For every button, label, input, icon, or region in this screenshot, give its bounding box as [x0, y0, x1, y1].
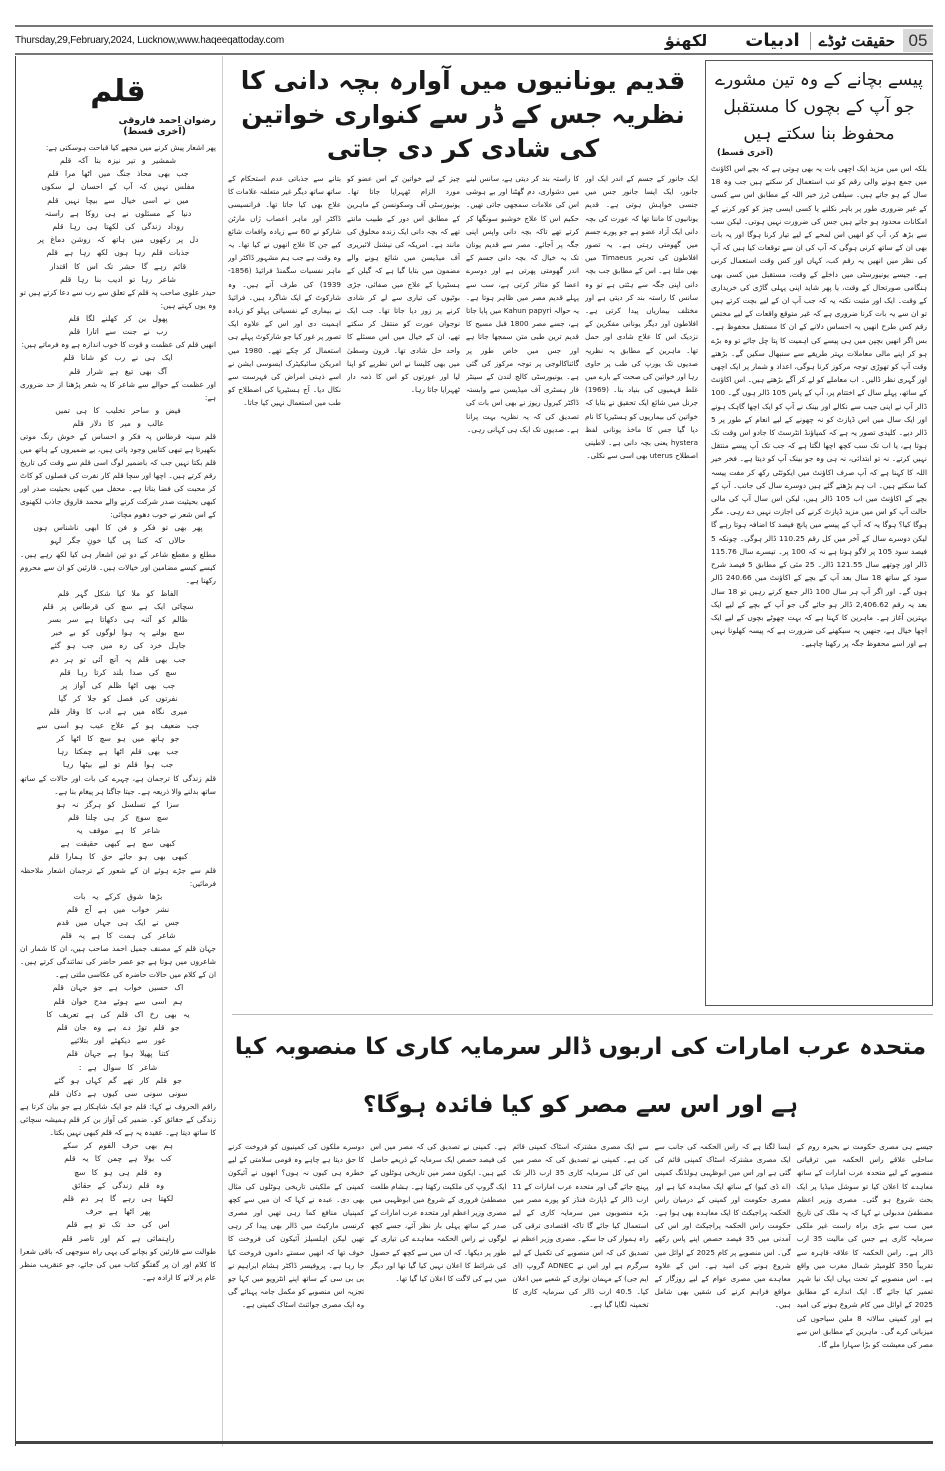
verse-line: میں نے اسی خیال سے بیچا نہیں قلم — [47, 195, 189, 205]
left-article-title: قلم — [90, 74, 146, 109]
verse-line: فیض و ساحر تخلیب کا ہی تمیں — [55, 405, 181, 415]
article-column: سے ایک مصری مشترکہ اسٹاک کمپنی قائم کی ہے۔ کمپنی نے تصدیق کی کہ مصر میں اس کی کل سرمایہ کاری 35 ارب ڈالر تک پہنچ جائے گی اور متحدہ عرب امارات کے 11 ارب ڈالر کے ڈپازٹ فنڈز کو پورے مصر میں بڑے منصوبوں میں سرمایہ کاری کے لیے استعمال کیا جائے گا تاکہ اقتصادی ترقی کی راہ ہموار کی جا سکے۔ مصری وزیر اعظم نے تصدیق کی کہ اس منصوبے کی تکمیل کے لیے سرگرم ہے اور اس نے ADNEC گروپ (ای ایم جی) کے مہمان نوازی کے شعبے میں اعلان کیا۔ 40.5 ارب ڈالر کی سرمایہ کاری کا تخمینہ لگایا گیا ہے۔ — [512, 1142, 649, 1310]
verse-line: جب بھی قلم اٹھا ہے چمکتا رہا — [57, 747, 179, 757]
section-divider — [232, 1014, 933, 1015]
verse-line: سچ بولنے پہ ہوا لوگوں کو بے خبر — [51, 628, 185, 638]
verse-line: آگ بھی تیغ ہے شرار قلم — [69, 366, 167, 376]
verse-line: بڑھا شوق کرکے یہ بات — [73, 891, 163, 901]
verse-line: پھر بھی تو فکر و فن کا ابھی ناشناس ہوں — [33, 523, 203, 533]
verse-line: غور سے دیکھئے اور بتلائیے — [70, 1036, 166, 1046]
verse-line: قائم رہے گا حشر تک اس کا اقتدار — [49, 261, 187, 271]
verse-line: پھر اٹھا ہے حرف — [85, 1207, 151, 1217]
verse-line: شاعر کا سوال ہے : — [78, 1062, 158, 1072]
verse-line: وہ قلم زندگی کے حقائق — [71, 1180, 165, 1190]
verse-line: شمشیر و تیر نیزہ بنا آکہ قلم — [60, 156, 176, 165]
article-column: چیز کے لیے خواتین کے اس عضو کو مورد الزام ٹھہرایا جاتا تھا۔ یونیورسٹی آف وسکونسن کے ماہرین کے مطابق اس دور کے طبیب مانتے تھے کہ بچہ دانی ایک زندہ مخلوق کی مانند ہے۔ امریکہ کی نیشنل لائبریری آف میڈیسن میں شائع ہونے والے مضمون میں بتایا گیا ہے کہ گیلن کے ہسٹیریا کے علاج میں صفائی، جڑی بوٹیوں کی تیاری سے لے کر شادی کرنے پر زور دیا جاتا تھا۔ جب ایک نوجوان عورت کو منتقل کر سکتے تھے، ان کے خیال میں اس مسئلے کا واحد حل شادی تھا۔ قرون وسطیٰ میں بھی کلیسا نے اس نظریے کو اپنا لیا اور عورتوں کو اس کا ذمہ دار ٹھہرایا جاتا رہا۔ — [347, 174, 460, 395]
prose-paragraph: جہان قلم کے مصنف جمیل احمد صاحب ہیں، ان کا شمار ان شاعروں میں ہوتا ہے جو عصر حاضر کی نمائندگی کرتے ہیں۔ ان کے کلام میں حالات حاضرہ کی عکاسی ملتی ہے۔ — [20, 944, 216, 980]
verse-line: دنیا کے مسئلوں نے ہی روکا ہے راستہ — [44, 208, 192, 218]
right-article-headline: پیسے بچانے کے وہ تین مشورے جو آپ کے بچوں کا مستقبل محفوظ بنا سکتے ہیں — [715, 70, 923, 144]
verse-line: جذبات قلم رہا ہوں لکھ رہا ہے قلم — [46, 248, 190, 258]
verse-line: میری نگاہ میں ہے ادب کا وقار قلم — [48, 707, 188, 717]
verse-line: کبھی سچ ہے کبھی حقیقت ہے — [60, 839, 176, 849]
verse-line: پھول بن کر کھلنے لگا قلم — [68, 314, 168, 324]
prose-paragraph: اور عظمت کے حوالے سے شاعر کا یہ شعر پڑھنا از حد ضروری ہے: — [20, 379, 216, 402]
bottom-article — [228, 1018, 933, 1438]
verse-line: کب بولا ہے چمن کا یہ قلم — [64, 1154, 172, 1164]
prose-paragraph: پھر اشعار پیش کرنے میں مجھے کیا قباحت ہوسکتی ہے: — [45, 143, 216, 152]
verse-line: سچ کی صدا بلند کرتا رہا قلم — [59, 667, 177, 677]
date-line: Thursday,29,February,2024, Lucknow,www.haqeeqattoday.com — [15, 35, 284, 46]
prose-paragraph: انھیں قلم کی عظمت و قوت کا خوب اندازہ ہے وہ فرماتے ہیں: — [21, 340, 216, 350]
verse-line: نفرتوں کی فصل کو جلا کر گیا — [58, 694, 178, 704]
verse-line: مفلس نہیں کہ آپ کے احسان لے سکوں — [41, 182, 195, 192]
prose-paragraph: قلم زندگی کا ترجمان ہے، چہرے کی بات اور حالات کے ساتھ ساتھ بدلنے والا ذریعہ ہے۔ جیتا جاگتا ہر پیغام بنا ہے۔ — [20, 773, 216, 796]
verse-line: یہ بھی رخ اک قلم کی ہے تعریف کا — [46, 1009, 190, 1019]
article-column: جیسے ہی مصری حکومت نے بحیرہ روم کے ساحلی علاقے راس الحکمہ میں ترقیاتی منصوبے کے لیے متحدہ عرب امارات کے ساتھ معاہدے کا اعلان کیا تو سوشل میڈیا پر ایک بحث شروع ہو گئی۔ مصری وزیر اعظم مصطفیٰ مدبولی نے کہا کہ یہ ملک کی تاریخ میں سب سے بڑی براہ راست غیر ملکی سرمایہ کاری ہے جس کی مالیت 35 ارب ڈالر ہے۔ راس الحکمہ کا علاقہ قاہرہ سے تقریباً 350 کلومیٹر شمال مغرب میں واقع ہے۔ اس منصوبے کے تحت یہاں ایک نیا شہر تعمیر کیا جائے گا۔ ایک اندازے کے مطابق 2025 کے اوائل میں کام شروع ہونے کی امید ہے اور کمپنی سالانہ 8 ملین سیاحوں کی میزبانی کرے گی۔ ماہرین کے مطابق اس سے مصر کی معیشت کو بڑا سہارا ملے گا۔ — [796, 1142, 933, 1350]
verse-line: لکھتا ہی رہے گا ہر دم قلم — [62, 1193, 174, 1203]
verse-line: ایک ہی نے رب کو شانا قلم — [63, 353, 173, 363]
masthead — [15, 29, 933, 52]
article-column: بتانے سے جذباتی عدم استحکام کے ساتھ ساتھ دیگر غیر متعلقہ علامات کا علاج بھی کیا جاتا تھا۔ فرانسیسی ڈاکٹر اور ماہر اعصاب ژاں مارٹن شارکو نے 60 سے زیادہ واقعات شائع کیے جن کا علاج انھوں نے کیا تھا۔ یہ وہ وقت ہے جب ہم مشہور ڈاکٹر اور ماہر نفسیات سگمنڈ فرائیڈ (1856-1939) کی طرف آتے ہیں۔ وہ شارکوٹ کے ایک شاگرد ہیں۔ فرائیڈ نے بیماری کے نفسیاتی پہلو کو زیادہ اہمیت دی اور اس کے علاوہ ایک تصور پر غور کیا جو شارکوٹ پہلے ہی استعمال کر چکے تھے۔ 1980 میں امریکن سائیکیٹرک ایسوسی ایشن نے اسے ذہنی امراض کی فہرست سے نکال دیا۔ آج ہسٹیریا کی اصطلاح کو طب میں استعمال نہیں کیا جاتا۔ — [228, 174, 341, 408]
page-number: 05 — [903, 29, 933, 52]
prose-paragraph: قلم سینہ قرطاس پہ فکر و احساس کے خوش رنگ موتی بکھیرتا ہے تبھی کتابیں وجود پاتی ہیں، بے ضمیروں کے ہاتھ میں قلم بکتا نہیں جب کہ باضمیر لوگ اسی قلم سے وقت کی تاریخ رقم کرتے ہیں۔ اچھا اور سچا قلم کار نفرت کی فصلوں کو کاٹ کر محبت کی فضا بناتا ہے۔ محفل میں کبھی بحیثیت صدر اور کبھی بحیثیت صدر شرکت کرنے والے محمد فاروق جاذب لکھنوی کے اس شعر نے خوب دھوم مچائی: — [20, 432, 216, 520]
middle-article — [228, 56, 698, 1014]
verse-line: جاہل خرد کی رہ میں جب ہو گئے — [50, 641, 186, 651]
verse-line: سچائی ایک ہے سچ کی قرطاس پر قلم — [42, 601, 194, 611]
verse-line: اس کی حد تک تو ہے قلم — [66, 1220, 170, 1230]
masthead-top-rule — [15, 25, 933, 27]
verse-line: ظالم کو آئنہ ہی دکھاتا ہے سر بسر — [48, 615, 188, 625]
verse-line: سچ سوچ کر ہی چلتا قلم — [67, 812, 169, 822]
verse-line: جو ہاتھ میں ہو سچ کا اٹھا کر — [56, 733, 180, 743]
verse-line: ہم اسی سے ہوئے مدح خوان قلم — [53, 996, 183, 1006]
author-byline: رضوان احمد فاروقی — [118, 115, 216, 126]
verse-line: کبھی بھی ہو جائے حق کا ہمارا قلم — [48, 852, 188, 862]
verse-line: جس نے ایک ہی جہاں میں قدم — [56, 917, 180, 927]
article-column: کا راستہ بند کر دیتی ہے، سانس لینے میں دشواری، دم گھٹنا اور بے ہوشی اس کی علامات سمجھی جاتی تھیں۔ حکیم اس کا علاج خوشبو سونگھا کر کرتے تھے تاکہ بچہ دانی واپس اپنی جگہ پر آجائے۔ مصر سے قدیم یونان تک یہ خیال کہ بچہ دانی جسم کے اندر گھومتی پھرتی ہے اور دوسرے اعضا کو متاثر کرتی ہے، سب سے پہلے قدیم مصر میں ظاہر ہوتا ہے۔ یہ حوالہ Kahun papyri میں پایا جاتا ہے، جسے مصر 1800 قبل مسیح کا قدیم ترین طبی متن سمجھا جاتا ہے اور جس میں خاص طور پر گائناکالوجی پر توجہ مرکوز کی گئی ہے۔ یونیورسٹی کالج لندن کے سینٹر فار ہسٹری آف میڈیسن سے وابستہ ڈاکٹر کیرول ریوز نے بھی اس بات کی تصدیق کی کہ یہ نظریہ بہت پرانا ہے۔ صدیوں تک ایک ہی کہانی رہی۔ — [466, 174, 579, 434]
article-column: ایک جانور کے جسم کے اندر ایک اور جانور، ایک ایسا جانور جس میں جنسی خواہش ہوتی ہے۔ قدیم یونانیوں کا ماننا تھا کہ عورت کی بچہ دانی ایک آزاد عضو ہے جو پورے جسم میں گھومتی رہتی ہے۔ یہ تصور افلاطون کی تحریر Timaeus میں بھی ملتا ہے۔ اس کے مطابق جب بچہ دانی اپنی جگہ سے ہٹتی ہے تو وہ سانس کا راستہ بند کر دیتی ہے اور مختلف بیماریاں پیدا کرتی ہے۔ افلاطون اور دیگر یونانی مفکرین کے نزدیک اس کا علاج شادی اور حمل تھا۔ ماہرین کے مطابق یہ نظریہ صدیوں تک یورپ کی طب پر حاوی رہا اور خواتین کی صحت کے بارے میں غلط فہمیوں کی بنیاد بنا۔ (1969) جرنل میں شائع ایک تحقیق نے بتایا کہ خواتین کی بیماریوں کو ہسٹیریا کا نام دیا گیا جس کا ماخذ یونانی لفظ hystera یعنی بچہ دانی ہے۔ لاطینی اصطلاح uterus بھی اسی سے نکلی۔ — [585, 174, 698, 461]
verse-line: حالاں کہ کتنا پی گیا خونِ جگر لہو — [50, 536, 186, 546]
middle-article-headline: قدیم یونانیوں میں آوارہ بچہ دانی کا نظریہ جس کے ڈر سے کنواری خواتین کی شادی کر دی جاتی — [240, 66, 686, 163]
verse-line: وہ قلم ہی ہو کا سچ — [74, 1167, 162, 1177]
verse-line: سونی سونی سی کیوں ہے دکان قلم — [48, 1088, 188, 1098]
masthead-bottom-rule — [15, 53, 933, 55]
verse-line: شاعر کی ہمت کا ہے یہ قلم — [60, 931, 176, 941]
verse-line: ہم بھی حرف الفوم کر سکے — [63, 1141, 173, 1151]
verse-line: غالب و میر کا دلار قلم — [72, 419, 164, 429]
verse-line: جب بھی قلم پہ آنچ آئی تو ہر دم — [50, 654, 186, 664]
article-column: ایسا لگتا ہے کہ راس الحکمہ کی جانب سے ایک مصری مشترکہ اسٹاک کمپنی قائم کی گئی ہے اور اس میں ابوظہبی ہولڈنگ کمپنی (اے ڈی کیو) کے ساتھ ایک معاہدہ کیا ہے اور مصری حکومت اور کمپنی کے درمیان راس الحکمہ پراجیکٹ کا ایک معاہدہ بھی ہوا ہے۔ حکومت راس الحکمہ پراجیکٹ اور اس کی آمدنی میں 35 فیصد حصص اپنے پاس رکھے گی۔ اس منصوبے پر کام 2025 کے اوائل میں شروع ہونے کی امید ہے۔ اس کے علاوہ معاہدے میں مصری عوام کے لیے روزگار کے مواقع فراہم کرنے کی شقیں بھی شامل ہیں۔ — [654, 1142, 791, 1310]
article-column: دوسرے ملکوں کی کمپنیوں کو فروخت کرنے کا حق دیتا ہے چاہے وہ قومی سلامتی کے لیے خطرہ ہی کیوں نہ ہوں؟ انھوں نے آئیکون کمپنی کے ملکیتی تاریخی ہوٹلوں کی مثال بھی دی۔ عبدہ نے کہا کہ ان میں سے کچھ کمپنیاں منافع کما رہی تھیں اور مصری کرنسی مارکیٹ میں ڈالر بھی پیدا کر رہی تھیں لیکن اہلسیلز آئیکون کی فروخت کا خوف تھا کہ انھیں سستے داموں فروخت کیا جا رہا ہے۔ پروفیسر ڈاکٹر ہشام ابراہیم نے بی بی سی کے ساتھ اپنے انٹرویو میں کہا جو تجزیہ اس منصوبے کو مکمل جامہ پہنائے گی وہ ایک مصری جوائنٹ اسٹاک کمپنی ہے۔ — [228, 1142, 365, 1310]
prose-paragraph: مطلع و مقطع شاعر کے دو تین اشعار ہی کیا لکھ رہے ہیں۔ کیسے کیسے مضامین اور خیالات ہیں۔ قارئین کو ان سے محروم رکھنا ہے۔ — [20, 549, 216, 585]
masthead-right — [637, 29, 933, 52]
episode-label: (آخری قسط) — [717, 148, 774, 158]
page-bottom-rule — [15, 1441, 933, 1444]
episode-label: (آخری قسط) — [123, 126, 186, 137]
section-title: ادبیات — [745, 30, 800, 51]
prose-paragraph: طوالت سے قارئین کو بچانے کی یہی راہ سوجھی کہ باقی شعرا کا کلام اور ان پر گفتگو کتاب میں کی جائے، جو عنقریب منظر عام پر لانے کا ارادہ ہے۔ — [20, 1246, 216, 1282]
right-article-boxed — [705, 60, 933, 1006]
verse-line: کتنا پھیلا ہوا ہے جہان قلم — [66, 1049, 170, 1059]
verse-line: جو قلم توڑ دے ہے وہ جان قلم — [56, 1022, 180, 1032]
verse-line: جب بھی اٹھا ظلم کی آواز پر — [60, 681, 176, 691]
verse-line: شاعر رہا تو ادیب بنا رہا قلم — [60, 274, 176, 284]
bottom-article-headline: متحدہ عرب امارات کی اربوں ڈالر سرمایہ کاری کا منصوبہ کیا ہے اور اس سے مصر کو کیا فائدہ ہوگا؟ — [234, 1034, 927, 1118]
verse-line: جب بھی محاذ جنگ میں اٹھا مرا قلم — [47, 169, 189, 179]
verse-line: اک حسیں خواب ہے جو جہان قلم — [52, 983, 184, 993]
verse-line: سزا کے تسلسل کو ہرگز نہ ہو — [56, 799, 180, 809]
verse-line: جب ہوا قلم تو لیے بیٹھا رہا — [62, 760, 174, 770]
verse-line: دل پر رکھوں میں ہاتھ کہ روشن دماغ پر — [37, 235, 199, 245]
left-article-body — [20, 141, 216, 1284]
left-article-qalam — [15, 56, 223, 1446]
verse-line: شاعر کا ہے موقف یہ — [76, 825, 160, 835]
article-column: ہے۔ کمپنی نے تصدیق کی کہ مصر میں اس کی فیصد حصص ایک سرمایہ کے ذریعے حاصل کیے ہیں۔ ایکون مصر میں تاریخی ہوٹلوں کے ایک گروپ کی ملکیت رکھتا ہے۔ ہشام طلعت مصطفیٰ فروری کے شروع میں ابوظہبی میں مصری وزیر اعظم اور متحدہ عرب امارات کے صدر کے ساتھ پہلی بار نظر آئے، جسے کچھ لوگوں نے راس الحکمہ معاہدے کی تیاری کے طور پر دیکھا۔ کہ ان میں سے کچھ کے حصول کی شرائط کا اعلان نہیں کیا گیا تھا اور دیگر میں ہے کی لاگت کا اعلان کیا گیا تھا۔ — [370, 1142, 507, 1284]
middle-article-columns — [228, 172, 698, 1014]
newspaper-logo: حقیقت ٹوڈے — [810, 32, 903, 50]
verse-line: نشر خواب میں ہے آج قلم — [66, 904, 170, 914]
prose-paragraph: راقم الحروف نے کہا: قلم جو ایک شاہکار ہے جو بیان کرتا ہے زندگی کے حقائق کو۔ ضمیر کی آواز بن کر قلم ہمیشہ سچائی کا ساتھ دیتا ہے۔ عقیدہ یہ ہے کہ قلم کبھی نہیں بکتا۔ — [20, 1102, 216, 1138]
verse-line: روداد زندگی کی لکھتا ہی رہا قلم — [52, 222, 184, 232]
verse-line: جو قلم کار تھے گم کہاں ہو گئے — [54, 1075, 182, 1085]
prose-paragraph: قلم سے جڑے ہوئے ان کے شعور کے ترجمان اشعار ملاحظہ فرمائیں: — [20, 865, 216, 888]
verse-line: الفاظ کو ملا کیا شکل گہر قلم — [57, 588, 179, 598]
bottom-article-columns — [228, 1140, 933, 1438]
verse-line: رب نے جنت سے اتارا قلم — [68, 327, 168, 337]
verse-line: راہنمائی ہے کم اور تاصر قلم — [61, 1233, 175, 1243]
verse-line: جب ضعیف ہو کے علاج عیب ہو اسی سے — [36, 720, 200, 730]
right-article-body: بلکہ اس میں مزید ایک اچھی بات یہ بھی ہوتی ہے کہ بچے اس اکاؤنٹ میں جمع ہونے والی رقم کو تب استعمال کر سکتے ہیں جب وہ 18 سال کے ہو جاتے ہیں۔ سیلفی ٹرز خیر اللہ کے مطابق اس سے کسی کے غیر ضروری طور پر باہر نکلنے یا کسی ایسی چیز کو کور کرنے کے امکانات محدود ہو جاتے ہیں جس کی ضرورت نہیں ہوتی۔ لیکن سب سے بڑھ کر، آپ کو انھیں اس لمحے کے لیے تیار کرنا ہوگا اور یہ بات بھی ان کے ساتھ کرنی ہوگی کہ آپ کی ان سے توقعات کیا ہیں کہ آپ کی نظر میں انھیں یہ رقم کب، کہاں اور کس وقت استعمال کرنی ہے۔ جیسے یونیورسٹی میں داخلے کے وقت، مستقبل میں کسی بھی ہنگامی صورتحال کے وقت، یا پھر شاید اپنی پہلی گاڑی کی خریداری کے وقت۔ ایک اور مثبت نکتہ یہ کہ جب آپ ان کے لیے بچت کرتے ہیں تو ان سے یہ بات کرنا ضروری ہے کہ غیر متوقع واقعات کے لیے مختص رقم کس طرح انھیں یہ احساس دلانے کے ان کا مستقبل محفوظ ہے۔ بس اگر انھیں بچپن میں ہی پیسے کی اہمیت کا پتا چل جائے تو وہ بڑے ہو کر اپنے مالی معاملات بہتر طریقے سے سنبھال سکیں گے۔ بڑھتے وقت آپ کو تھوڑی توجہ مرکوز کرنا ہوگی، اعداد و شمار پر ایک اچھی اور گہری نظر ڈالیں۔ اب معاملے کو لے کر آگے بڑھتے ہیں۔ اس اکاؤنٹ کے ساتھ، پہلے سال کے اختتام پر، آپ کے پاس 105 ڈالر ہوں گے۔ 100 ڈالر آپ نے اپنی جیب سے نکالے اور بینک نے آپ کو ایک اچھا گاہک ہونے اور ایک سال میں اس ڈپازٹ کو نہ چھونے کے لیے انعام کے طور پر 5 ڈالر دیے۔ کلیدی تصور یہ ہے کہ کمپاؤنڈ انٹرسٹ کا جادو اس وقت تک ہوتا ہے، یا اب تک سب کچھ اچھا لگتا ہے کہ جب تک آپ پیسے منتقل نہیں کرتے۔ نہ تو ابتدائی، نہ ہی وہ جو بینک آپ کو دیتا ہے۔ فخر خیر اللہ کا کہنا ہے کہ آپ صرف اکاؤنٹ میں ایکوئٹی رکھ کر مفت پیسہ کما سکتے ہیں۔ اب ہم بڑھتے گئے ہیں دوسرے سال کی جانب۔ آپ کے بچے کے اکاؤنٹ میں اب 105 ڈالر ہیں، لیکن اس سال آپ کی مالی حالت آپ کو اس میں مزید ڈپازٹ کرنے کی اجازت نہیں دے رہی۔ مگر ہوگا کیا؟ ہوگا یہ کہ آپ کے پیسے میں پانچ فیصد کا اضافہ ہوتا رہے گا لیکن دوسرے سال کے آخر میں کل رقم 110.25 ڈالر ہوگی۔ چونکہ 5 فیصد سود 105 پر لاگو ہوتا ہے نہ کہ 100 پر۔ تیسرے سال 115.76 ڈالر اور چوتھے سال 121.55 ڈالر۔ 25 مئی کے مطابق 5 فیصد شرح سود کے ساتھ 18 سال بعد آپ کے بچے کے اکاؤنٹ میں 240.66 ڈالر ہوں گے۔ اور اگر آپ ہر سال 100 ڈالر جمع کرتے رہیں تو 18 سال بعد یہ رقم 2,406.62 ڈالر ہو جائے گی جو آپ کے بچے کے لیے ایک بہترین آغاز ہے۔ ماہرین کا کہنا ہے کہ بہت چھوٹے بچوں کے لیے ایک اچھا خیال ہے، جنھیں یہ سیکھنے کی ضرورت ہے کہ پیسہ کھلونا نہیں ہے اور اسے محفوظ جگہ پر رکھنا چاہیے۔ — [711, 164, 927, 649]
city-name: لکھنؤ — [664, 31, 708, 50]
prose-paragraph: حیدر علوی صاحب پہ قلم کے تعلق سے رب سے دعا کرتے ہیں تو وہ یوں کہتے ہیں: — [20, 288, 216, 311]
